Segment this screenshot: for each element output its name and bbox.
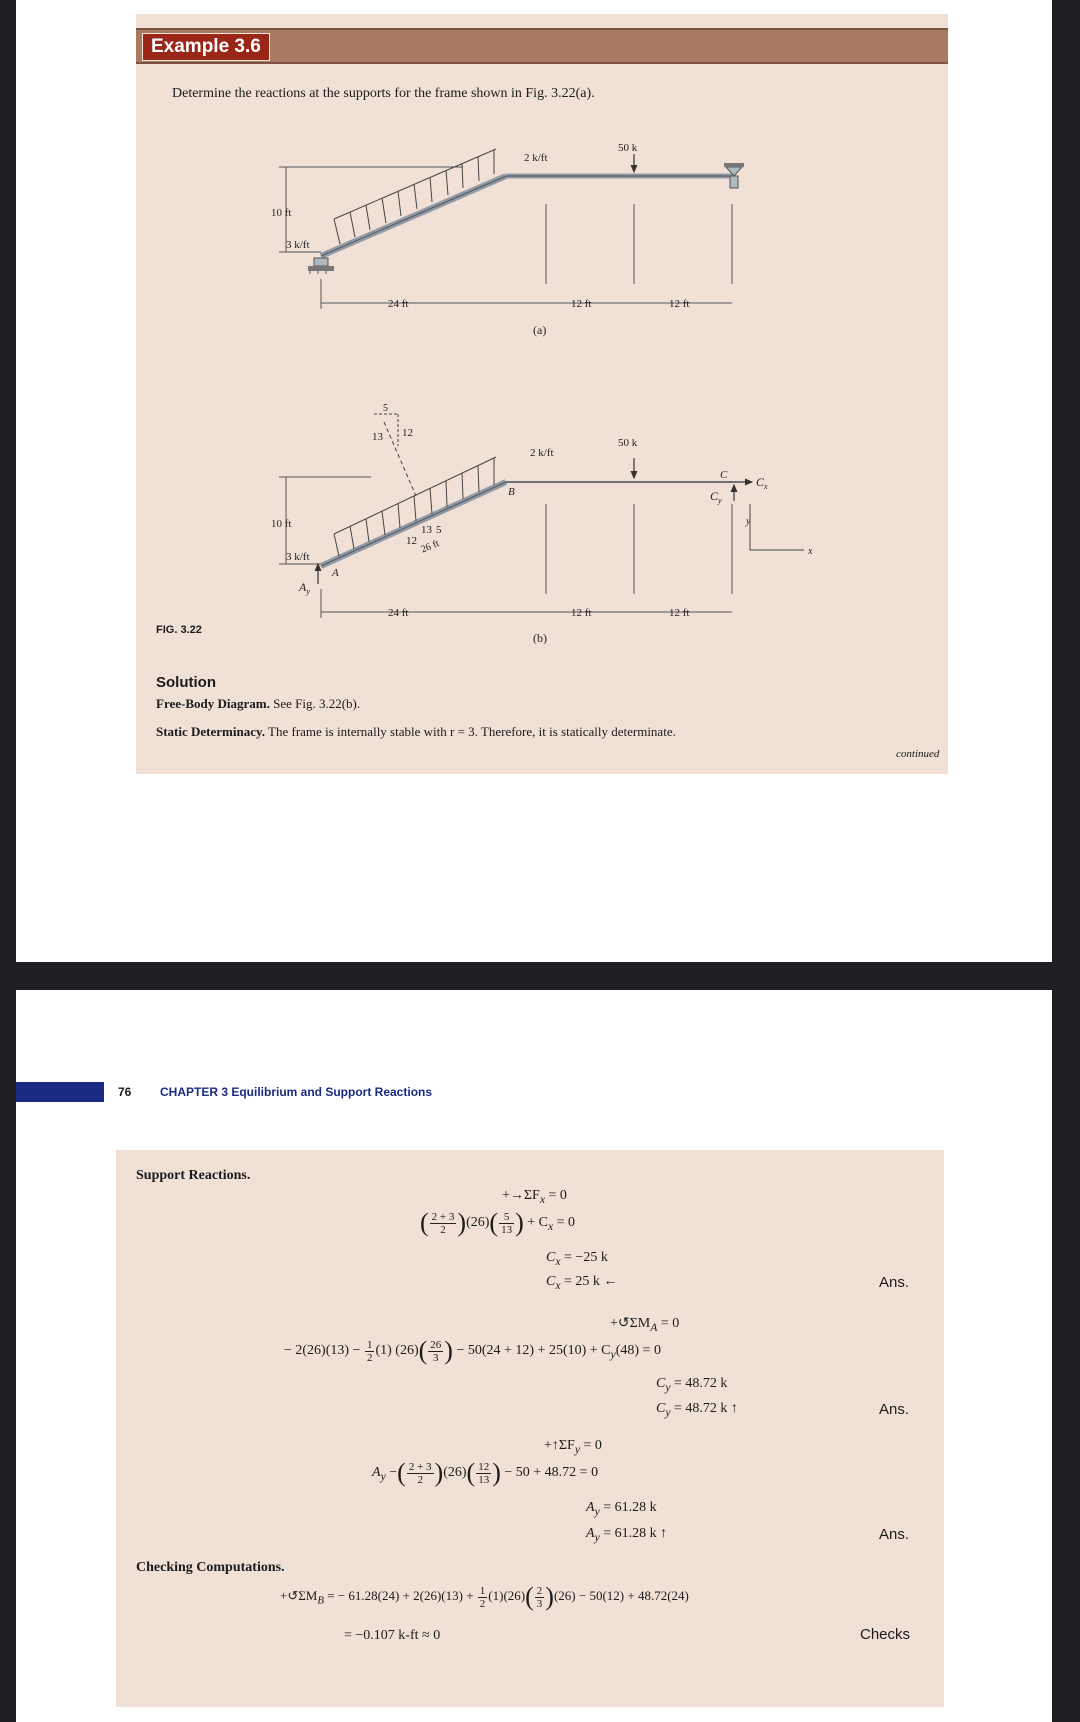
eq-ma-expanded: − 2(26)(13) − $\frac{1}{2}$ (1) (26)( $\frac{26}{3}$ ) − $50(24 + 12) + 25(10) + C_y(48) = 0$ [284,1336,661,1365]
figure-b [271,403,813,644]
tri-13: 13 [372,431,383,443]
point-a: A [332,567,339,579]
answer-mark-1: Ans. [879,1274,910,1291]
ay-result-2: $A_y = 61.28$ k ↑ [586,1526,668,1544]
eq-fx-expanded: ( $\frac{2 + 3}{2}$ )(26)( $\frac{5}{13}$ ) + $C_x = 0$ [420,1208,576,1237]
dim-24-a: 24 ft [388,298,409,310]
dim-12a-b: 12 ft [571,607,592,619]
frame-figure [136,124,948,644]
dim-12a-a: 12 ft [571,298,592,310]
len-26: 26 ft [419,538,441,556]
axis-y: y [746,516,751,527]
eq-sum-ma: $+↺\Sigma M_A = 0$ [610,1316,680,1334]
figure-a [271,142,744,337]
load-3-b: 3 k/ft [286,551,310,563]
eq-check-result: = −0.107 k-ft ≈ 0 [344,1628,441,1643]
figure-caption: FIG. 3.22 [156,624,202,636]
cy-result-1: $C_y = 48.72$ k [656,1376,728,1394]
checks-mark: Checks [860,1626,911,1643]
answer-mark-3: Ans. [879,1526,910,1543]
reaction-cx: $C_x$ [756,475,768,491]
solution-box-continued [116,1150,944,1707]
dim-12b-a: 12 ft [669,298,690,310]
load-2-a: 2 k/ft [524,152,548,164]
example-label: Example 3.6 [142,33,270,61]
page-number-bar [16,1082,104,1102]
continued-note: continued [896,748,940,760]
cx-result-1: $C_x = -25$ k [546,1250,608,1268]
example-box [136,14,948,774]
axis-x: x [808,546,813,557]
tri-12: 12 [402,427,413,439]
point-b: B [508,486,515,498]
cx-result-2: $C_x = 25$ k ← [546,1274,618,1292]
determinacy-line: Static Determinacy. The frame is internally stable with r = 3. Therefore, it is statically determinate. [156,724,676,739]
dim-24-b: 24 ft [388,607,409,619]
cy-result-2: $C_y = 48.72$ k ↑ [656,1401,738,1419]
solution-heading: Solution [156,674,216,691]
load-50-b: 50 k [618,437,638,449]
dim-10-b: 10 ft [271,518,292,530]
slope-12: 12 [406,535,417,547]
example-banner [136,28,948,64]
eq-check-mb: $+↺\Sigma M_B$ = − 61.28(24) + 2(26)(13) + $\frac{1}{2}$ (1)(26)( $\frac{2}{3}$ )(26) − 50(12) + 48.72(24) [280,1582,689,1611]
eq-sum-fx: $+\to\Sigma F_x = 0$ [502,1188,567,1206]
textbook-page-2 [16,990,1052,1722]
slope-5: 5 [436,524,442,536]
load-3-a: 3 k/ft [286,239,310,251]
eq-fy-expanded: $A_y$ −( $\frac{2 + 3}{2}$ )(26)( $\frac{12}{13}$ ) − 50 + 48.72 = 0 [372,1458,599,1487]
slope-13: 13 [421,524,432,536]
subcaption-b: (b) [533,631,547,644]
pin-support-a [308,258,334,274]
dim-10-a: 10 ft [271,207,292,219]
page-number: 76 [118,1085,132,1099]
problem-statement: Determine the reactions at the supports for the frame shown in Fig. 3.22(a). [172,86,595,101]
tri-5: 5 [383,403,388,414]
textbook-page-1 [16,0,1052,962]
reaction-cy: $C_y$ [710,489,722,505]
chapter-title: CHAPTER 3 Equilibrium and Support Reactions [160,1085,433,1099]
point-c: C [720,469,728,481]
subcaption-a: (a) [533,323,547,337]
checking-heading: Checking Computations. [136,1560,285,1575]
fbd-line: Free-Body Diagram. See Fig. 3.22(b). [156,696,361,711]
eq-sum-fy: $+↑\Sigma F_y = 0$ [544,1438,602,1456]
support-reactions-heading: Support Reactions. [136,1168,251,1183]
reaction-ay: $A_y$ [299,580,310,596]
answer-mark-2: Ans. [879,1401,910,1418]
ay-result-1: $A_y = 61.28$ k [586,1500,657,1518]
distributed-load-a [334,149,496,244]
load-2-b: 2 k/ft [530,447,554,459]
load-50-a: 50 k [618,142,638,154]
dim-12b-b: 12 ft [669,607,690,619]
